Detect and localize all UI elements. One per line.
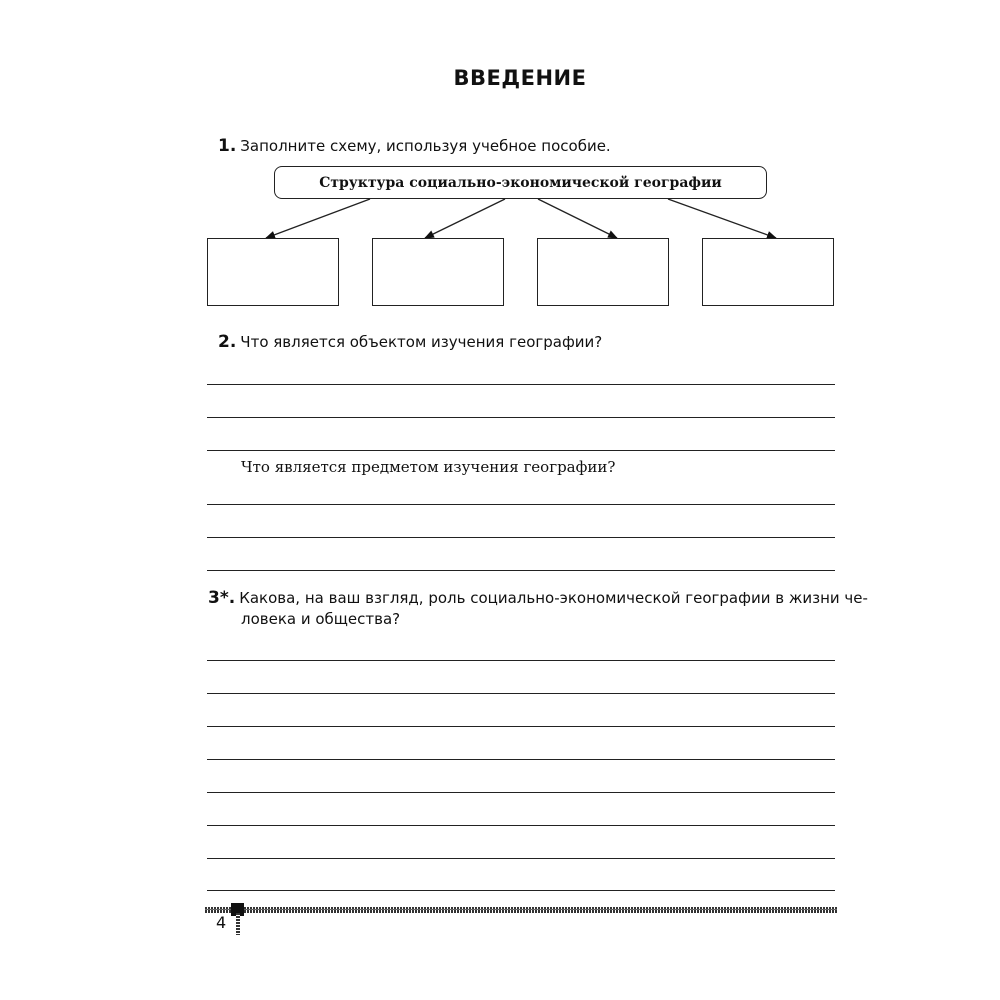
question-2-number: 2. xyxy=(218,332,237,352)
answer-line[interactable] xyxy=(207,693,835,694)
answer-line[interactable] xyxy=(207,537,835,538)
question-3-number: 3*. xyxy=(208,588,236,608)
scheme-header-label: Структура социально-экономической географии xyxy=(319,174,722,191)
arrow-1 xyxy=(266,199,370,238)
question-3-text-line1: Какова, на ваш взгляд, роль социально-экономической географии в жизни че- xyxy=(239,589,868,607)
arrow-3 xyxy=(538,199,617,238)
answer-line[interactable] xyxy=(207,890,835,891)
question-3-text-line2: ловека и общества? xyxy=(241,610,401,628)
page-number: 4 xyxy=(216,913,227,932)
answer-line[interactable] xyxy=(207,384,835,385)
page-corner-rule xyxy=(236,913,240,935)
answer-line[interactable] xyxy=(207,570,835,571)
arrow-4 xyxy=(668,199,776,238)
question-1-number: 1. xyxy=(218,136,237,156)
scheme-answer-box-1[interactable] xyxy=(207,238,339,306)
answer-line[interactable] xyxy=(207,450,835,451)
footer-rule xyxy=(205,907,837,913)
answer-line[interactable] xyxy=(207,858,835,859)
scheme-answer-box-2[interactable] xyxy=(372,238,504,306)
answer-line[interactable] xyxy=(207,504,835,505)
arrow-2 xyxy=(425,199,505,238)
answer-line[interactable] xyxy=(207,417,835,418)
question-2 xyxy=(218,329,602,355)
question-1-text: Заполните схему, используя учебное пособие. xyxy=(240,137,611,155)
scheme-answer-box-3[interactable] xyxy=(537,238,669,306)
answer-line[interactable] xyxy=(207,759,835,760)
question-2-text: Что является объектом изучения географии? xyxy=(240,333,603,351)
answer-line[interactable] xyxy=(207,825,835,826)
answer-line[interactable] xyxy=(207,660,835,661)
page-title: ВВЕДЕНИЕ xyxy=(453,66,587,90)
scheme-answer-box-4[interactable] xyxy=(702,238,834,306)
answer-line[interactable] xyxy=(207,726,835,727)
answer-line[interactable] xyxy=(207,792,835,793)
question-2-subquestion: Что является предметом изучения географии? xyxy=(241,458,616,476)
